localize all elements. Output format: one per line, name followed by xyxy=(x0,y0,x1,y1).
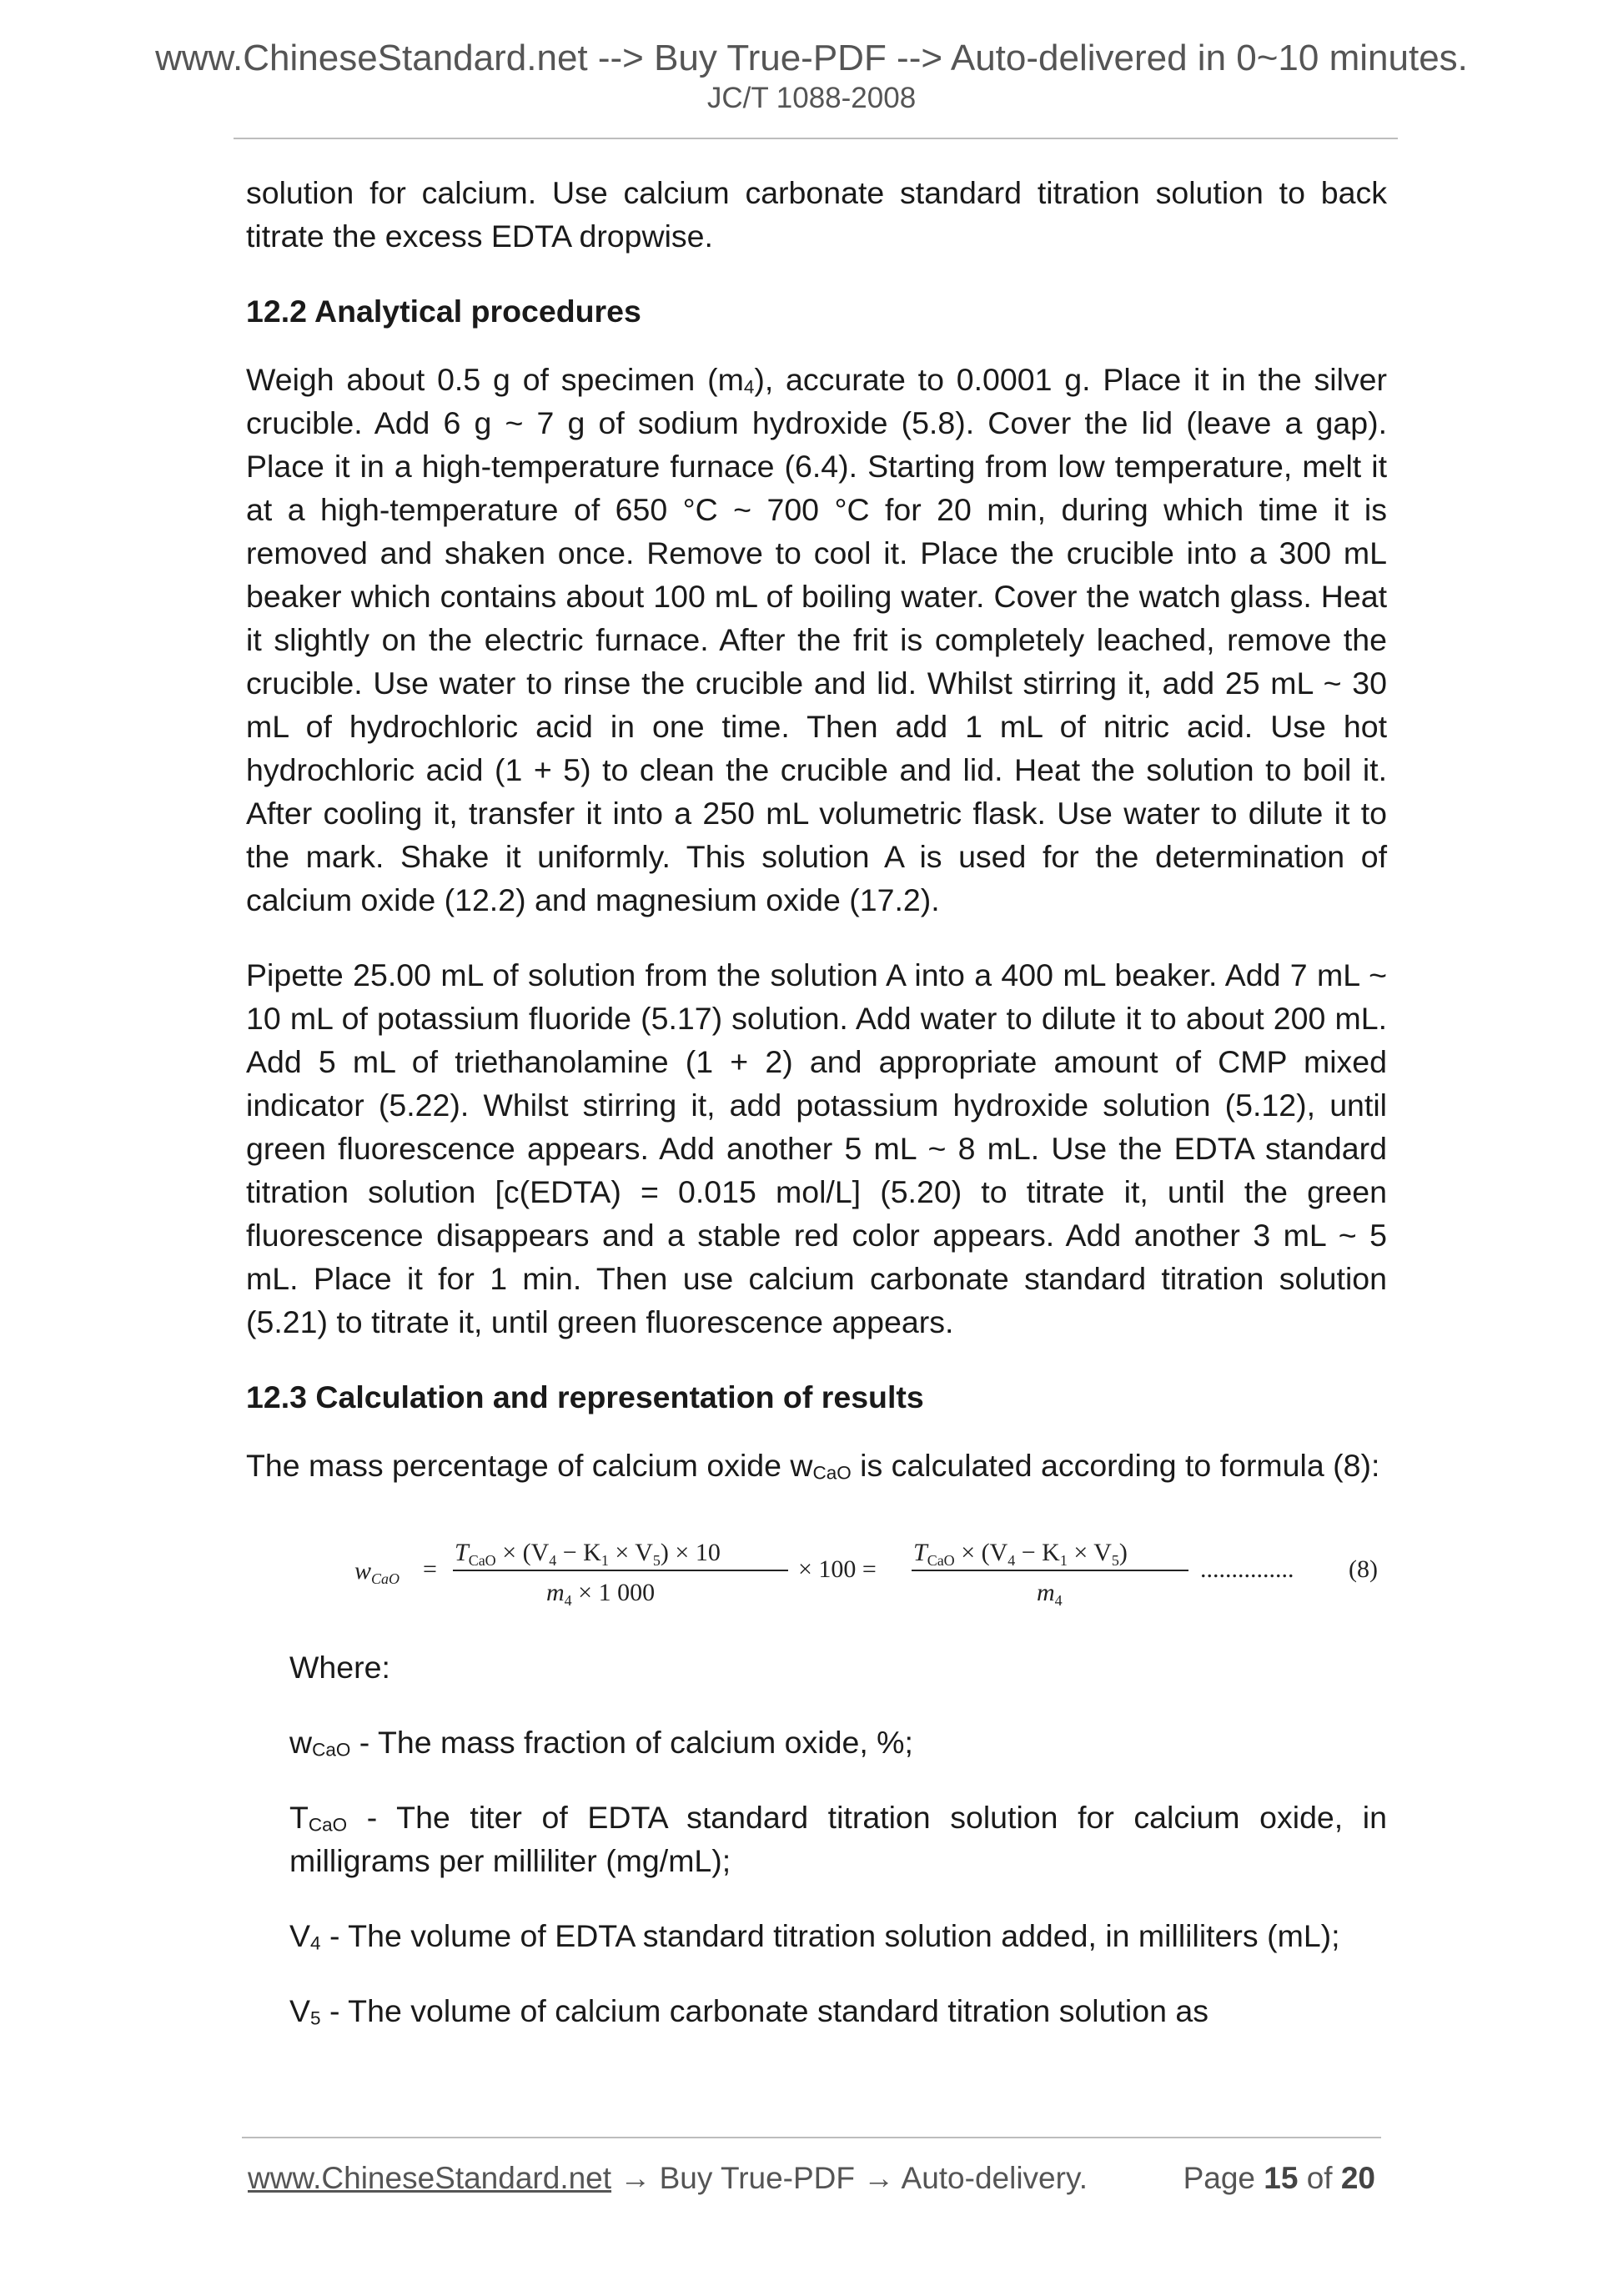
footer-site-link[interactable]: www.ChineseStandard.net xyxy=(248,2161,612,2195)
formula-denominator-2: $m_4$ xyxy=(1037,1579,1063,1609)
formula-equals: = xyxy=(423,1555,437,1583)
where-item-tcao: $T_{CaO}$ - The titer of EDTA standard titration solution for calcium oxide, in milligrams per milliliter (mg/mL); xyxy=(289,1800,1387,1878)
page-total: 20 xyxy=(1340,2161,1375,2195)
where-item-v4: $V_4$ - The volume of EDTA standard titration solution added, in milliliters (mL); xyxy=(289,1918,1340,1954)
footer-text: → Buy True-PDF → Auto-delivery. xyxy=(611,2161,1088,2195)
footer xyxy=(248,2162,1382,2195)
standard-number: JC/T 1088-2008 xyxy=(706,82,917,114)
formula-times-100: × 100 = xyxy=(798,1555,877,1583)
formula-numerator-2: $T_{CaO} \times (V_4 - K_1 \times V_5)$ xyxy=(913,1539,1128,1569)
section-12-2-heading: 12.2 Analytical procedures xyxy=(246,294,641,329)
page-current: 15 xyxy=(1264,2161,1299,2195)
procedure-paragraph-1: Weigh about 0.5 g of specimen $(m_4)$, accurate to 0.0001 g. Place it in the silver crucible. Add 6 g ~ 7 g of sodium hydroxide (5.8). Cover the lid (leave a gap). Place it in a high-temperature furnace (6.4). Starting from low temperature, melt it at a high-temperature of 650 °C ~ 700 °C for 20 min, during which time it is removed and shaken once. Remove to cool it. Place the crucible into a 300 mL beaker which contains about 100 mL of boiling water. Cover the watch glass. Heat it slightly on the electric furnace. After the frit is completely leached, remove the crucible. Use water to rinse the crucible and lid. Whilst stirring it, add 25 mL ~ 30 mL of hydrochloric acid in one time. Then add 1 mL of nitric acid. Use hot hydrochloric acid (1 + 5) to clean the crucible and lid. Heat the solution to boil it. After cooling it, transfer it into a 250 mL volumetric flask. Use water to dilute it to the mark. Shake it uniformly. This solution A is used for the determination of calcium oxide (12.2) and magnesium oxide (17.2). xyxy=(246,362,1387,917)
footer-divider xyxy=(242,2137,1381,2138)
formula-8 xyxy=(246,1522,1387,1622)
formula-denominator-1: $m_4 \times 1$ 000 xyxy=(546,1579,656,1609)
intro-paragraph: solution for calcium. Use calcium carbonate standard titration solution to back titrate the excess EDTA dropwise. xyxy=(246,175,1387,254)
where-block xyxy=(246,1645,1387,2032)
header-divider xyxy=(234,138,1398,139)
page-content xyxy=(246,171,1387,2064)
formula-numerator-1: $T_{CaO} \times (V_4 - K_1 \times V_5) \times 10$ xyxy=(455,1539,721,1569)
section-12-3-heading: 12.3 Calculation and representation of results xyxy=(246,1379,924,1414)
calculation-paragraph: The mass percentage of calcium oxide $w_{CaO}$ is calculated according to formula (8): xyxy=(246,1448,1380,1484)
where-label: Where: xyxy=(289,1650,390,1685)
svg-text:wCaO: $w_{CaO}$ xyxy=(354,1557,400,1587)
procedure-paragraph-2: Pipette 25.00 mL of solution from the solution A into a 400 mL beaker. Add 7 mL ~ 10 mL of potassium fluoride (5.17) solution. Add water to dilute it to about 200 mL. Add 5 mL of triethanolamine (1 + 2) and appropriate amount of CMP mixed indicator (5.22). Whilst stirring it, add potassium hydroxide solution (5.12), until green fluorescence appears. Add another 5 mL ~ 8 mL. Use the EDTA standard titration solution [c(EDTA) = 0.015 mol/L] (5.20) to titrate it, until the green fluorescence disappears and a stable red color appears. Add another 3 mL ~ 5 mL. Place it for 1 min. Then use calcium carbonate standard titration solution (5.21) to titrate it, until green fluorescence appears. xyxy=(246,957,1387,1339)
formula-lhs: w xyxy=(354,1557,372,1585)
where-item-v5: $V_5$ - The volume of calcium carbonate standard titration solution as xyxy=(289,1993,1208,2029)
header-banner[interactable]: www.ChineseStandard.net --> Buy True-PDF --> Auto-delivered in 0~10 minutes. xyxy=(155,38,1468,78)
where-item-wcao: $w_{CaO}$ - The mass fraction of calcium oxide, %; xyxy=(289,1725,913,1761)
page-indicator: Page 15 of 20 xyxy=(1183,2161,1375,2195)
formula-leader-dots: ............... xyxy=(1200,1555,1294,1583)
formula-number: (8) xyxy=(1349,1555,1378,1583)
